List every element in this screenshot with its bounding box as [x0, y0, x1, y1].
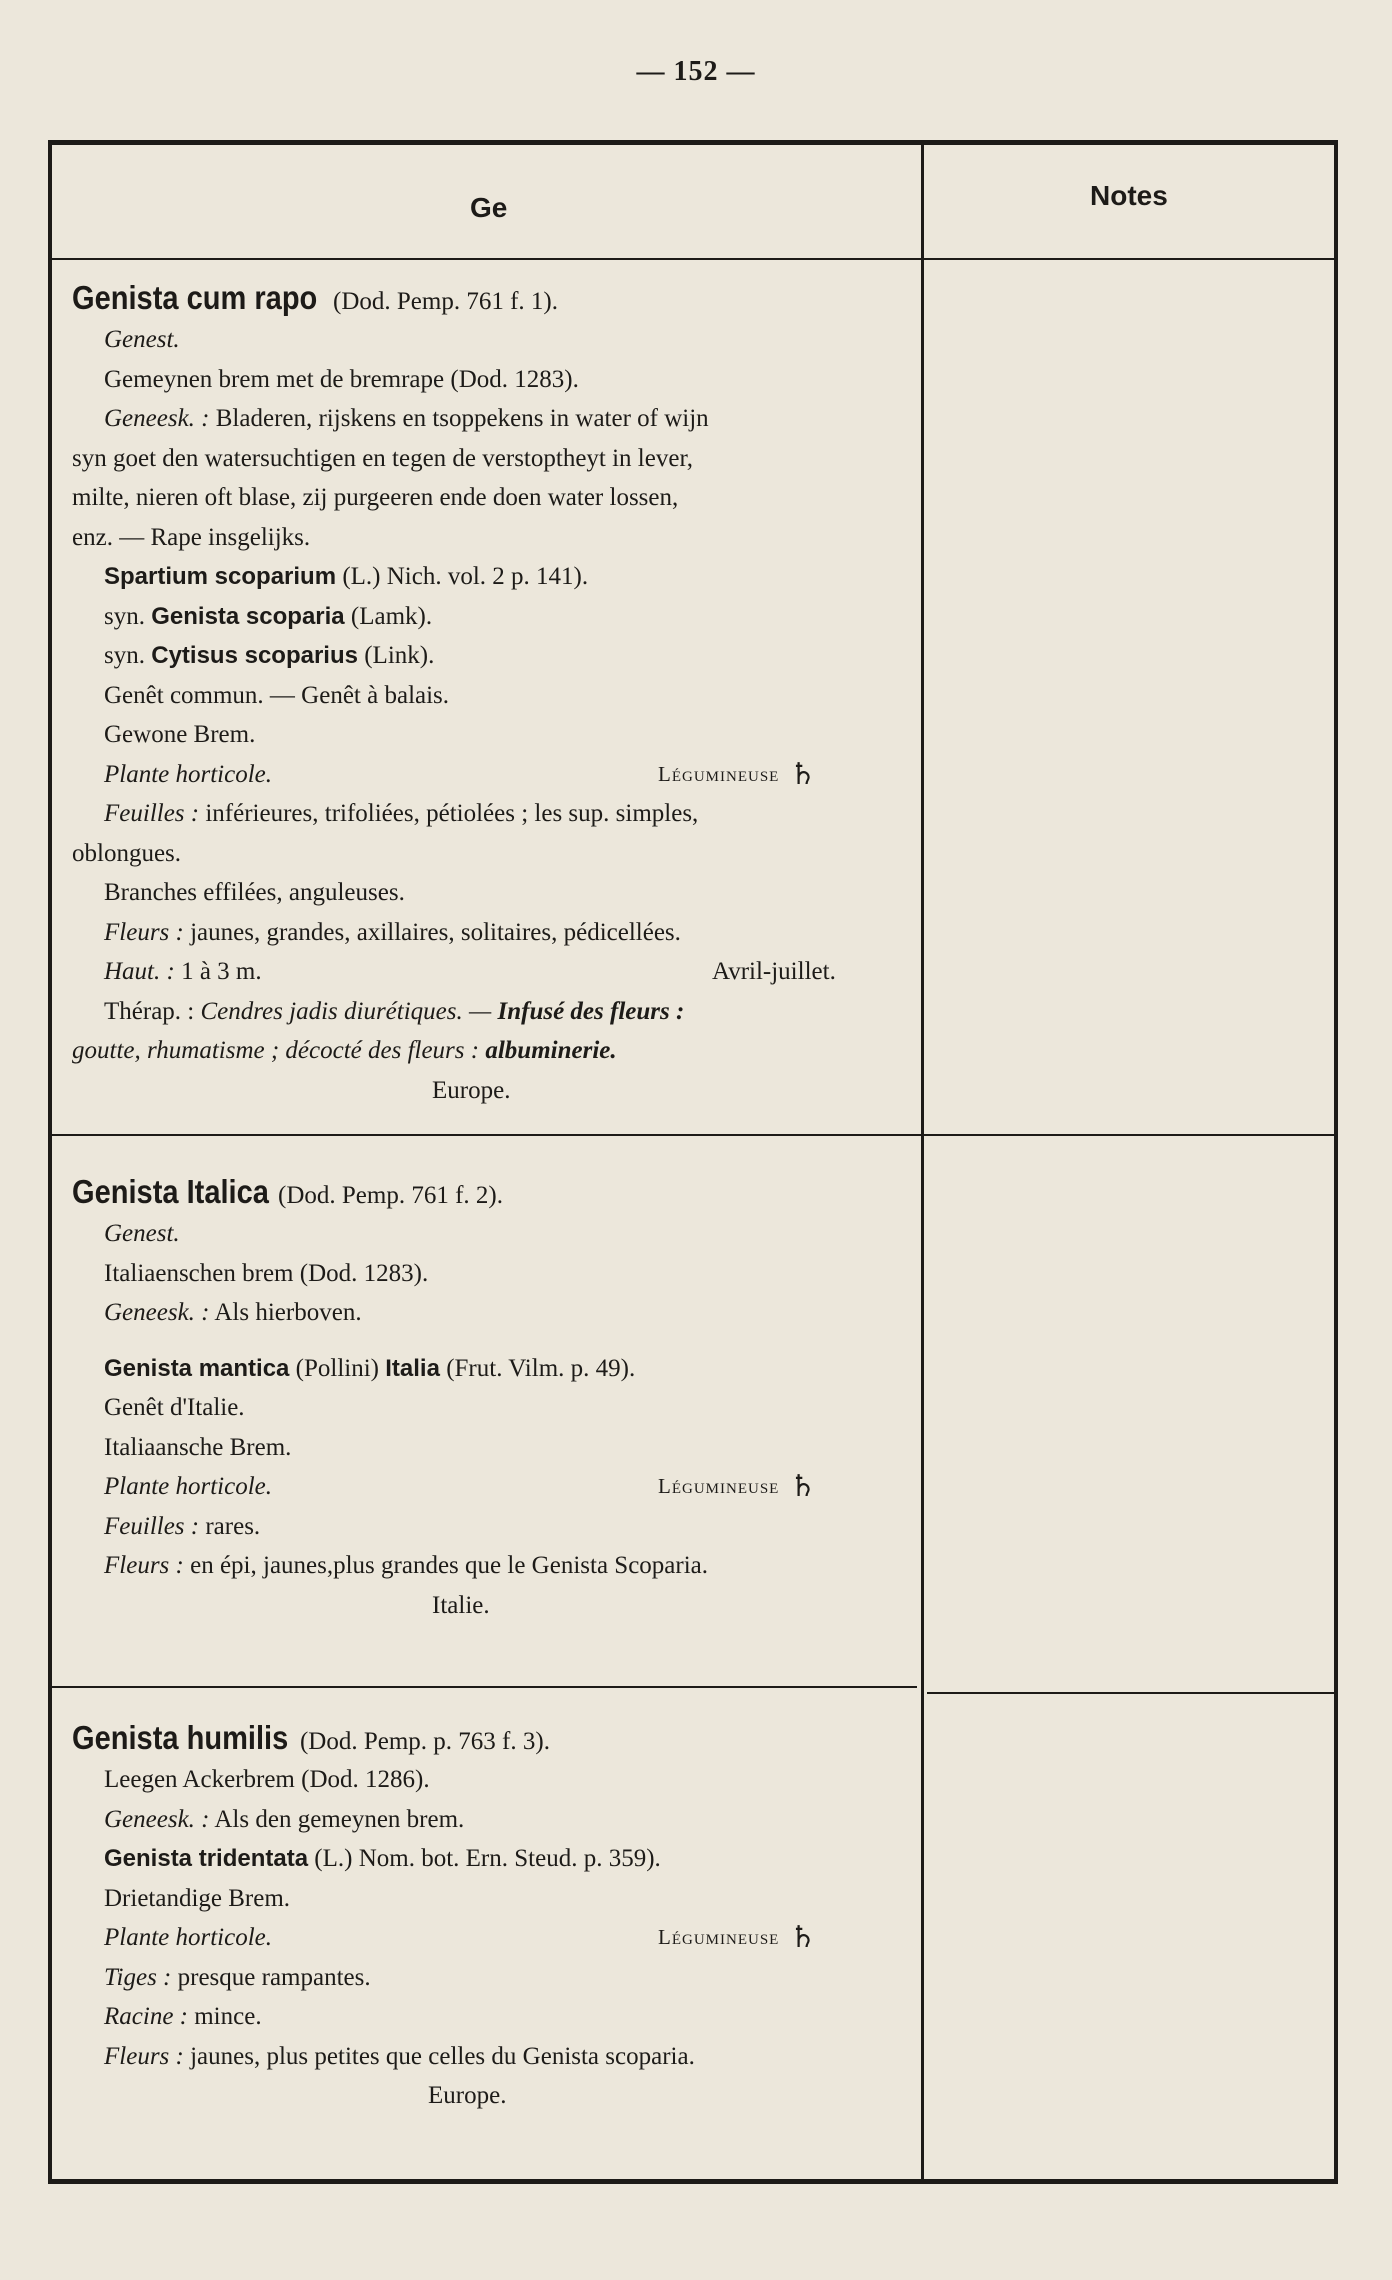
perennial-symbol-icon: ♄ — [789, 1470, 818, 1503]
syn-label: syn. — [104, 602, 145, 630]
entry-genista-italica — [72, 1170, 912, 1625]
geneesk-text: Als hierboven. — [214, 1299, 362, 1326]
plante-label: Plante horticole. — [104, 760, 273, 788]
fleurs-label: Fleurs : — [104, 918, 184, 946]
synonym-name: Cytisus scoparius — [151, 642, 358, 669]
row-rule-2-notes — [927, 1692, 1334, 1694]
therap-text: Cendres jadis diurétiques. — — [200, 997, 492, 1025]
feuilles-label: Feuilles : — [104, 1512, 200, 1540]
family-label: Légumineuse — [658, 1474, 780, 1498]
family-label: Légumineuse — [658, 1925, 780, 1949]
vernacular-nl: Italiaansche Brem. — [104, 1433, 292, 1461]
row-rule-2 — [52, 1686, 917, 1688]
synonym-name: Genista scoparia — [151, 602, 345, 630]
entry-genista-humilis — [72, 1716, 912, 2116]
tiges-text: presque rampantes. — [177, 1963, 371, 1991]
origin: Europe. — [428, 2082, 507, 2109]
species-ref: (L.) Nich. vol. 2 p. 141). — [342, 563, 589, 590]
therap-label: Thérap. : — [104, 997, 195, 1025]
species-ref: (L.) Nom. bot. Ern. Steud. p. 359). — [314, 1845, 661, 1872]
vernacular-nl: Drietandige Brem. — [104, 1884, 291, 1912]
therap-text-bold: Infusé des fleurs : — [497, 997, 685, 1025]
fleurs-label: Fleurs : — [104, 2042, 184, 2070]
flowering-period: Avril-juillet. — [712, 958, 836, 985]
therap-text-bold: albuminerie. — [485, 1037, 617, 1064]
geneesk-label: Geneesk. : — [104, 1805, 210, 1833]
species-ref: (Pollini) — [295, 1354, 379, 1382]
entry-line: Gemeynen brem met de bremrape (Dod. 1283). — [104, 365, 579, 393]
origin: Europe. — [432, 1076, 511, 1104]
row-rule-1 — [52, 1134, 1334, 1136]
fleurs-text: jaunes, plus petites que celles du Genista scoparia. — [190, 2042, 695, 2070]
entry-title-ref: (Dod. Pemp. 761 f. 1). — [333, 288, 558, 315]
vernacular-fr: Genêt d'Italie. — [104, 1394, 245, 1421]
syn-label: syn. — [104, 642, 145, 669]
family-label: Légumineuse — [658, 761, 780, 786]
entry-line: Genest. — [104, 326, 180, 353]
entry-title-ref: (Dod. Pemp. p. 763 f. 3). — [299, 1728, 550, 1755]
page-number: — 152 — — [636, 56, 756, 87]
species-name-2: Italia — [385, 1354, 440, 1382]
perennial-symbol-icon: ♄ — [789, 1921, 818, 1954]
feuilles-label: Feuilles : — [104, 800, 200, 827]
entry-title: Genista humilis — [72, 1719, 289, 1756]
geneesk-label: Geneesk. : — [104, 1299, 210, 1326]
entry-line: Leegen Ackerbrem (Dod. 1286). — [104, 1766, 430, 1793]
entry-line: milte, nieren oft blase, zij purgeeren ende doen water lossen, — [72, 484, 679, 511]
fleurs-text: jaunes, grandes, axillaires, solitaires, pédicellées. — [190, 918, 681, 946]
tiges-label: Tiges : — [104, 1963, 172, 1991]
entry-line: Italiaenschen brem (Dod. 1283). — [104, 1259, 429, 1287]
fleurs-label: Fleurs : — [104, 1552, 184, 1579]
entry-title: Genista Italica — [72, 1173, 269, 1210]
geneesk-label: Geneesk. : — [104, 405, 210, 432]
species-name: Genista tridentata — [104, 1845, 309, 1872]
therap-text: goutte, rhumatisme ; décocté des fleurs : — [72, 1037, 480, 1064]
origin: Italie. — [432, 1591, 490, 1619]
column-header-ge: Ge — [470, 192, 508, 223]
fleurs-text: en épi, jaunes,plus grandes que le Genista Scoparia. — [190, 1552, 709, 1579]
plante-label: Plante horticole. — [104, 1924, 273, 1951]
species-name: Genista mantica — [104, 1354, 290, 1382]
racine-text: mince. — [194, 2003, 262, 2030]
feuilles-text: inférieures, trifoliées, pétiolées ; les sup. simples, — [205, 800, 699, 827]
entry-genista-cum-rapo — [72, 276, 912, 1110]
header-rule — [52, 258, 1334, 260]
vernacular-nl: Gewone Brem. — [104, 721, 256, 748]
column-header-notes: Notes — [1090, 180, 1168, 211]
entry-line: Genest. — [104, 1220, 180, 1247]
synonym-ref: (Lamk). — [350, 602, 433, 630]
haut-label: Haut. : — [104, 958, 175, 985]
synonym-ref: (Link). — [364, 642, 435, 669]
perennial-symbol-icon: ♄ — [789, 757, 818, 791]
plante-label: Plante horticole. — [104, 1473, 273, 1500]
species-name: Spartium scoparium — [104, 563, 337, 590]
entry-line: syn goet den watersuchtigen en tegen de verstoptheyt in lever, — [72, 444, 694, 472]
branches-text: Branches effilées, anguleuses. — [104, 879, 405, 906]
entry-line: enz. — Rape insgelijks. — [72, 523, 311, 551]
racine-label: Racine : — [104, 2003, 188, 2030]
column-divider — [921, 142, 924, 2182]
feuilles-text: rares. — [205, 1512, 261, 1540]
vernacular-fr: Genêt commun. — Genêt à balais. — [104, 681, 450, 709]
haut-text: 1 à 3 m. — [181, 958, 262, 985]
geneesk-text: Als den gemeynen brem. — [214, 1805, 465, 1833]
geneesk-text: Bladeren, rijskens en tsoppekens in water of wijn — [215, 405, 709, 432]
entry-title: Genista cum rapo — [72, 279, 318, 316]
entry-title-ref: (Dod. Pemp. 761 f. 2). — [278, 1182, 503, 1209]
species-ref-2: (Frut. Vilm. p. 49). — [446, 1354, 636, 1382]
feuilles-text-cont: oblongues. — [72, 839, 182, 867]
